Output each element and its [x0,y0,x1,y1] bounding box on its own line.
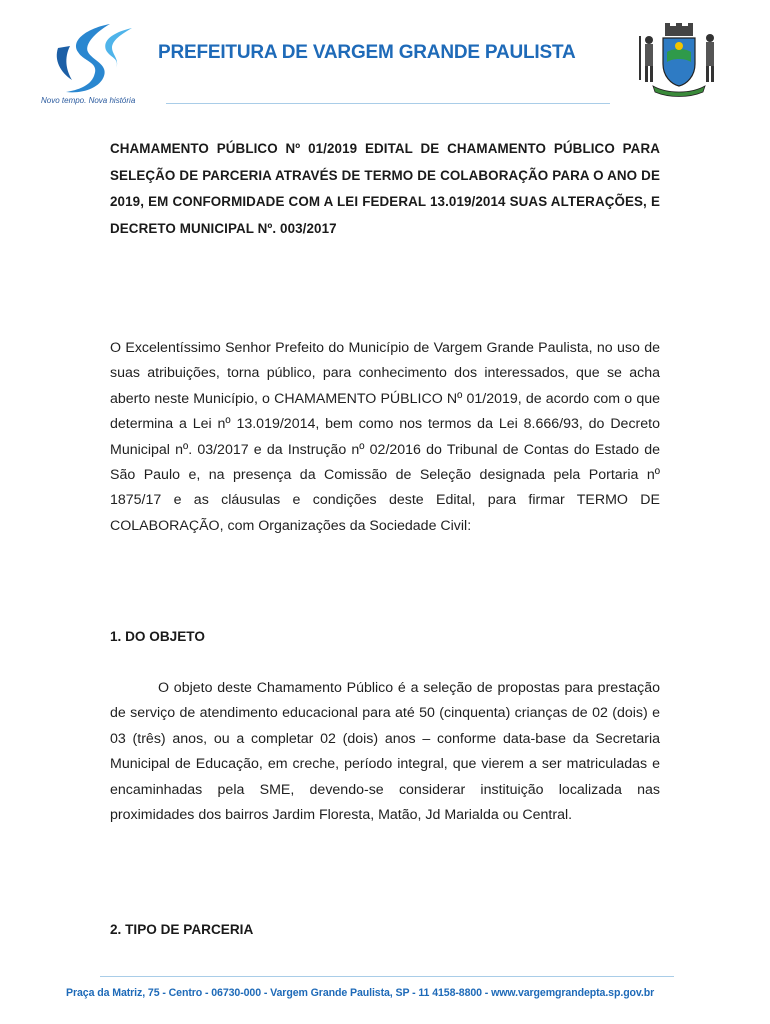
intro-paragraph: O Excelentíssimo Senhor Prefeito do Município de Vargem Grande Paulista, no uso de suas atribuições, torna público, para conhecimento dos interessados, que se acha aberto neste Município, o CHAMAMENTO PÚBLICO Nº 01/2019, de acordo com o que determina a Lei nº 13.019/2014, bem como nos termos da Lei 8.666/93, do Decreto Municipal nº. 03/2017 e da Instrução nº 02/2016 do Tribunal de Contas do Estado de São Paulo e, na presença da Comissão de Seleção designada pela Portaria nº 1875/17 e as cláusulas e condições deste Edital, para firmar TERMO DE COLABORAÇÃO, com Organizações da Sociedade Civil: [110,340,660,534]
footer-address: Praça da Matriz, 75 - Centro - 06730-000 - Vargem Grande Paulista, SP - 11 4158-8800 - www.vargemgrandepta.sp.gov.br [66,987,655,999]
footer-divider [100,976,674,977]
document-title: CHAMAMENTO PÚBLICO Nº 01/2019 EDITAL DE CHAMAMENTO PÚBLICO PARA SELEÇÃO DE PARCERIA ATRAVÉS DE TERMO DE COLABORAÇÃO PARA O ANO DE 2019, EM CONFORMIDADE COM A LEI FEDERAL 13.019/2014 SUAS ALTERAÇÕES, E DECRETO MUNICIPAL Nº. 003/2017 [110,141,660,236]
header-divider [166,103,610,104]
section-heading-tipo-parceria: 2. TIPO DE PARCERIA [110,922,254,937]
section-paragraph-objeto: O objeto deste Chamamento Público é a seleção de propostas para prestação de serviço de atendimento educacional para até 50 (cinquenta) crianças de 02 (dois) e 03 (três) anos, ou a completar 02 (dois) anos – conforme data-base da Secretaria Municipal de Educação, em creche, período integral, que vierem a ser matriculadas e encaminhadas pela SME, devendo-se considerar instituição localizada nas proximidades dos bairros Jardim Floresta, Matão, Jd Marialda ou Central. [110,680,660,824]
section-heading-objeto: 1. DO OBJETO [110,629,205,644]
header-tagline: Novo tempo. Nova história [41,96,136,105]
page-header-title: PREFEITURA DE VARGEM GRANDE PAULISTA [158,42,576,63]
coat-of-arms-icon [633,22,725,100]
